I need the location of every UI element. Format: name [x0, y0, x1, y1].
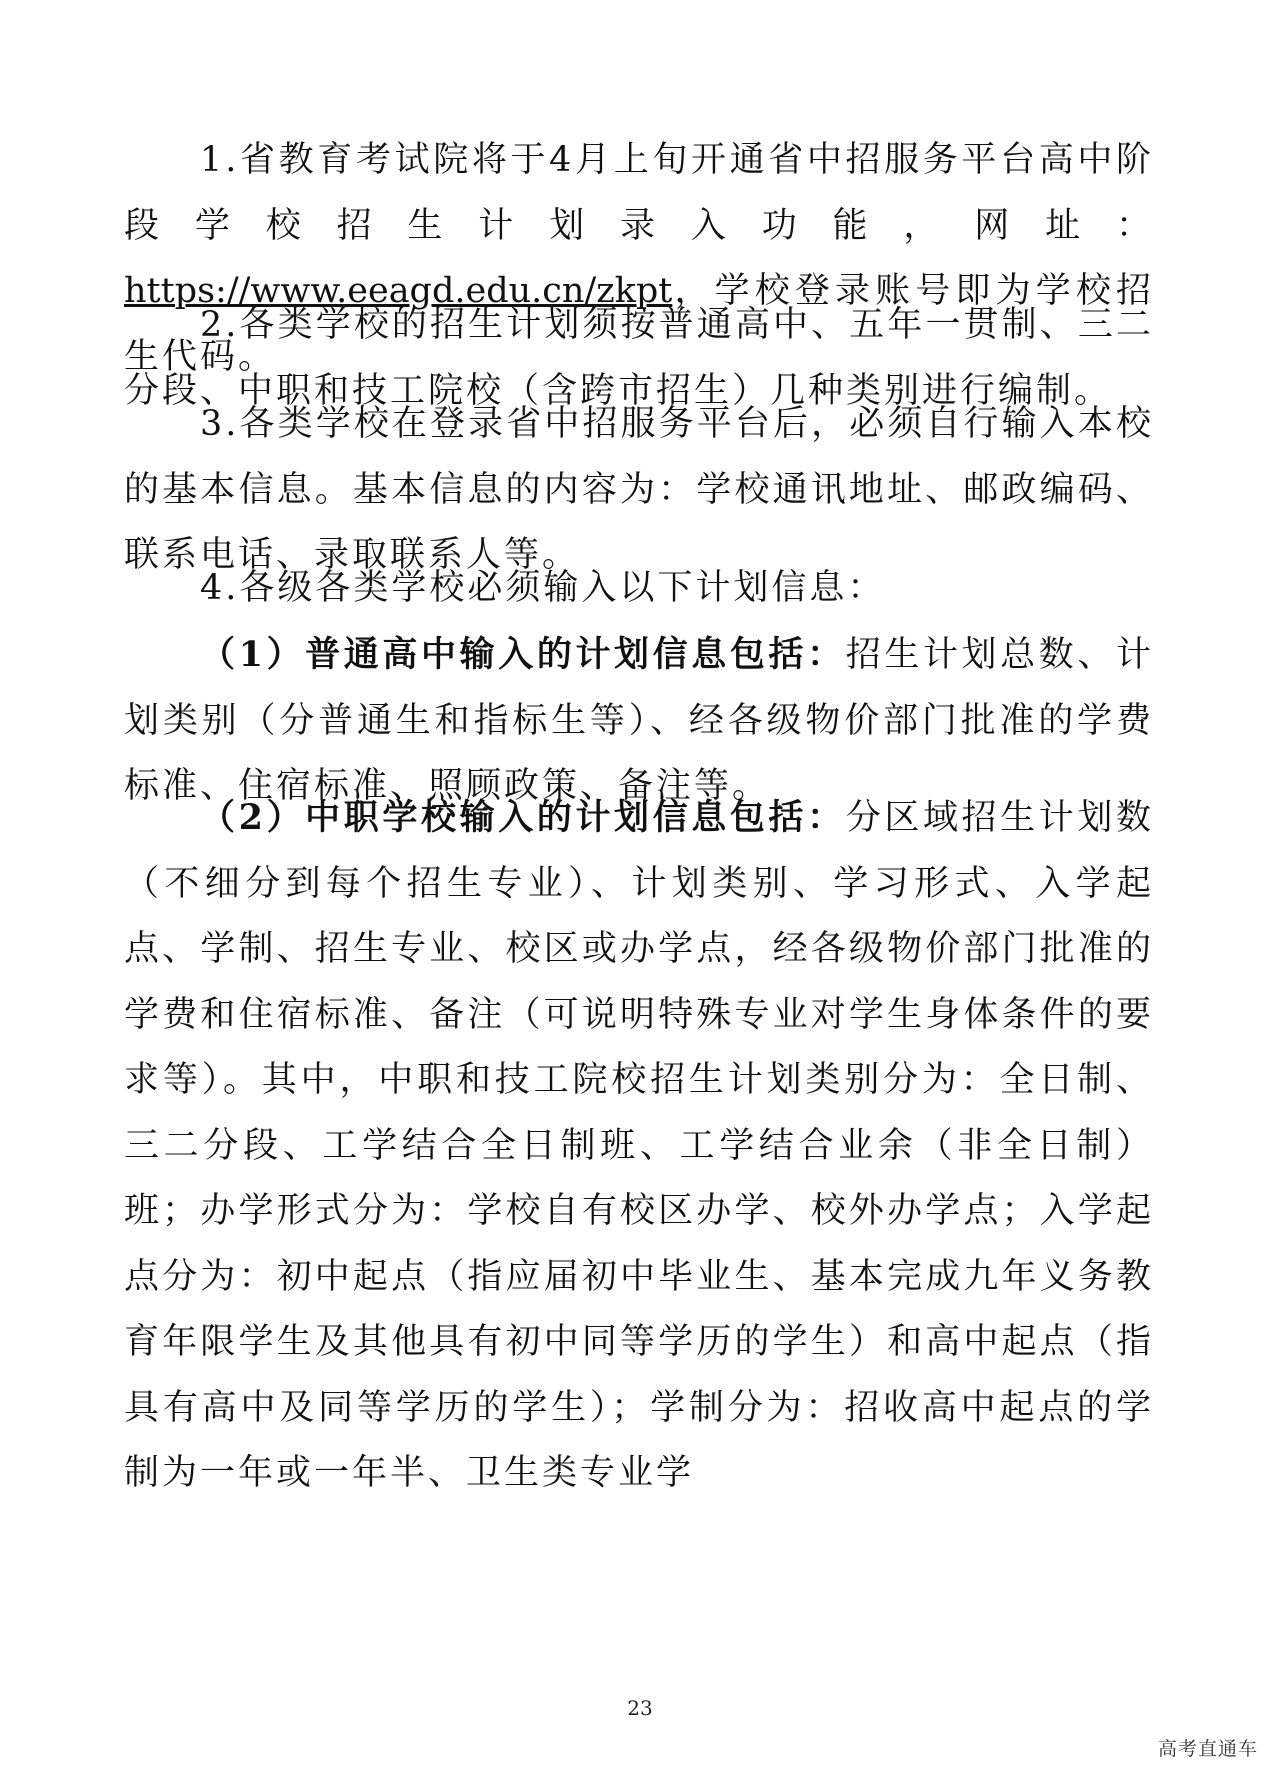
paragraph-5-heading: （1）普通高中输入的计划信息包括： — [200, 634, 846, 675]
paragraph-6 — [124, 785, 1154, 1507]
paragraph-6-text: 分区域招生计划数（不细分到每个招生专业）、计划类别、学习形式、入学起点、学制、招生专业、校区或办学点，经各级物价部门批准的学费和住宿标准、备注（可说明特殊专业对学生身体条件的要求等）。其中，中职和技工院校招生计划类别分为：全日制、三二分段、工学结合全日制班、工学结合业余（非全日制）班；办学形式分为：学校自有校区办学、校外办学点；入学起点分为：初中起点（指应届初中毕业生、基本完成九年义务教育年限学生及其他具有初中同等学历的学生）和高中起点（指具有高中及同等学历的学生）；学制分为：招收高中起点的学制为一年或一年半、卫生类专业学 — [124, 798, 1154, 1493]
paragraph-5-text: 招生计划总数、计划类别（分普通生和指标生等）、经各级物价部门批准的学费标准、住宿标准、照顾政策、备注等。 — [124, 635, 1154, 806]
paragraph-4: 4.各级各类学校必须输入以下计划信息： — [200, 568, 886, 608]
watermark: 高考直通车 — [1157, 1738, 1258, 1760]
platform-url-link[interactable]: https://www.eeagd.edu.cn/zkpt — [124, 271, 673, 311]
page-number: 23 — [627, 1696, 653, 1720]
paragraph-6-heading: （2）中职学校输入的计划信息包括： — [200, 797, 846, 838]
paragraph-1-text-end: ，学校登录账号即为学校招生代码。 — [124, 271, 1154, 377]
paragraph-1-text-start: 1.省教育考试院将于4月上旬开通省中招服务平台高中阶段学校招生计划录入功能，网址： — [124, 140, 1154, 246]
paragraph-2: 2.各类学校的招生计划须按普通高中、五年一贯制、三二分段、中职和技工院校（含跨市招生）几种类别进行编制。 — [124, 305, 1154, 411]
paragraph-3: 3.各类学校在登录省中招服务平台后，必须自行输入本校的基本信息。基本信息的内容为：学校通讯地址、邮政编码、联系电话、录取联系人等。 — [124, 404, 1154, 575]
